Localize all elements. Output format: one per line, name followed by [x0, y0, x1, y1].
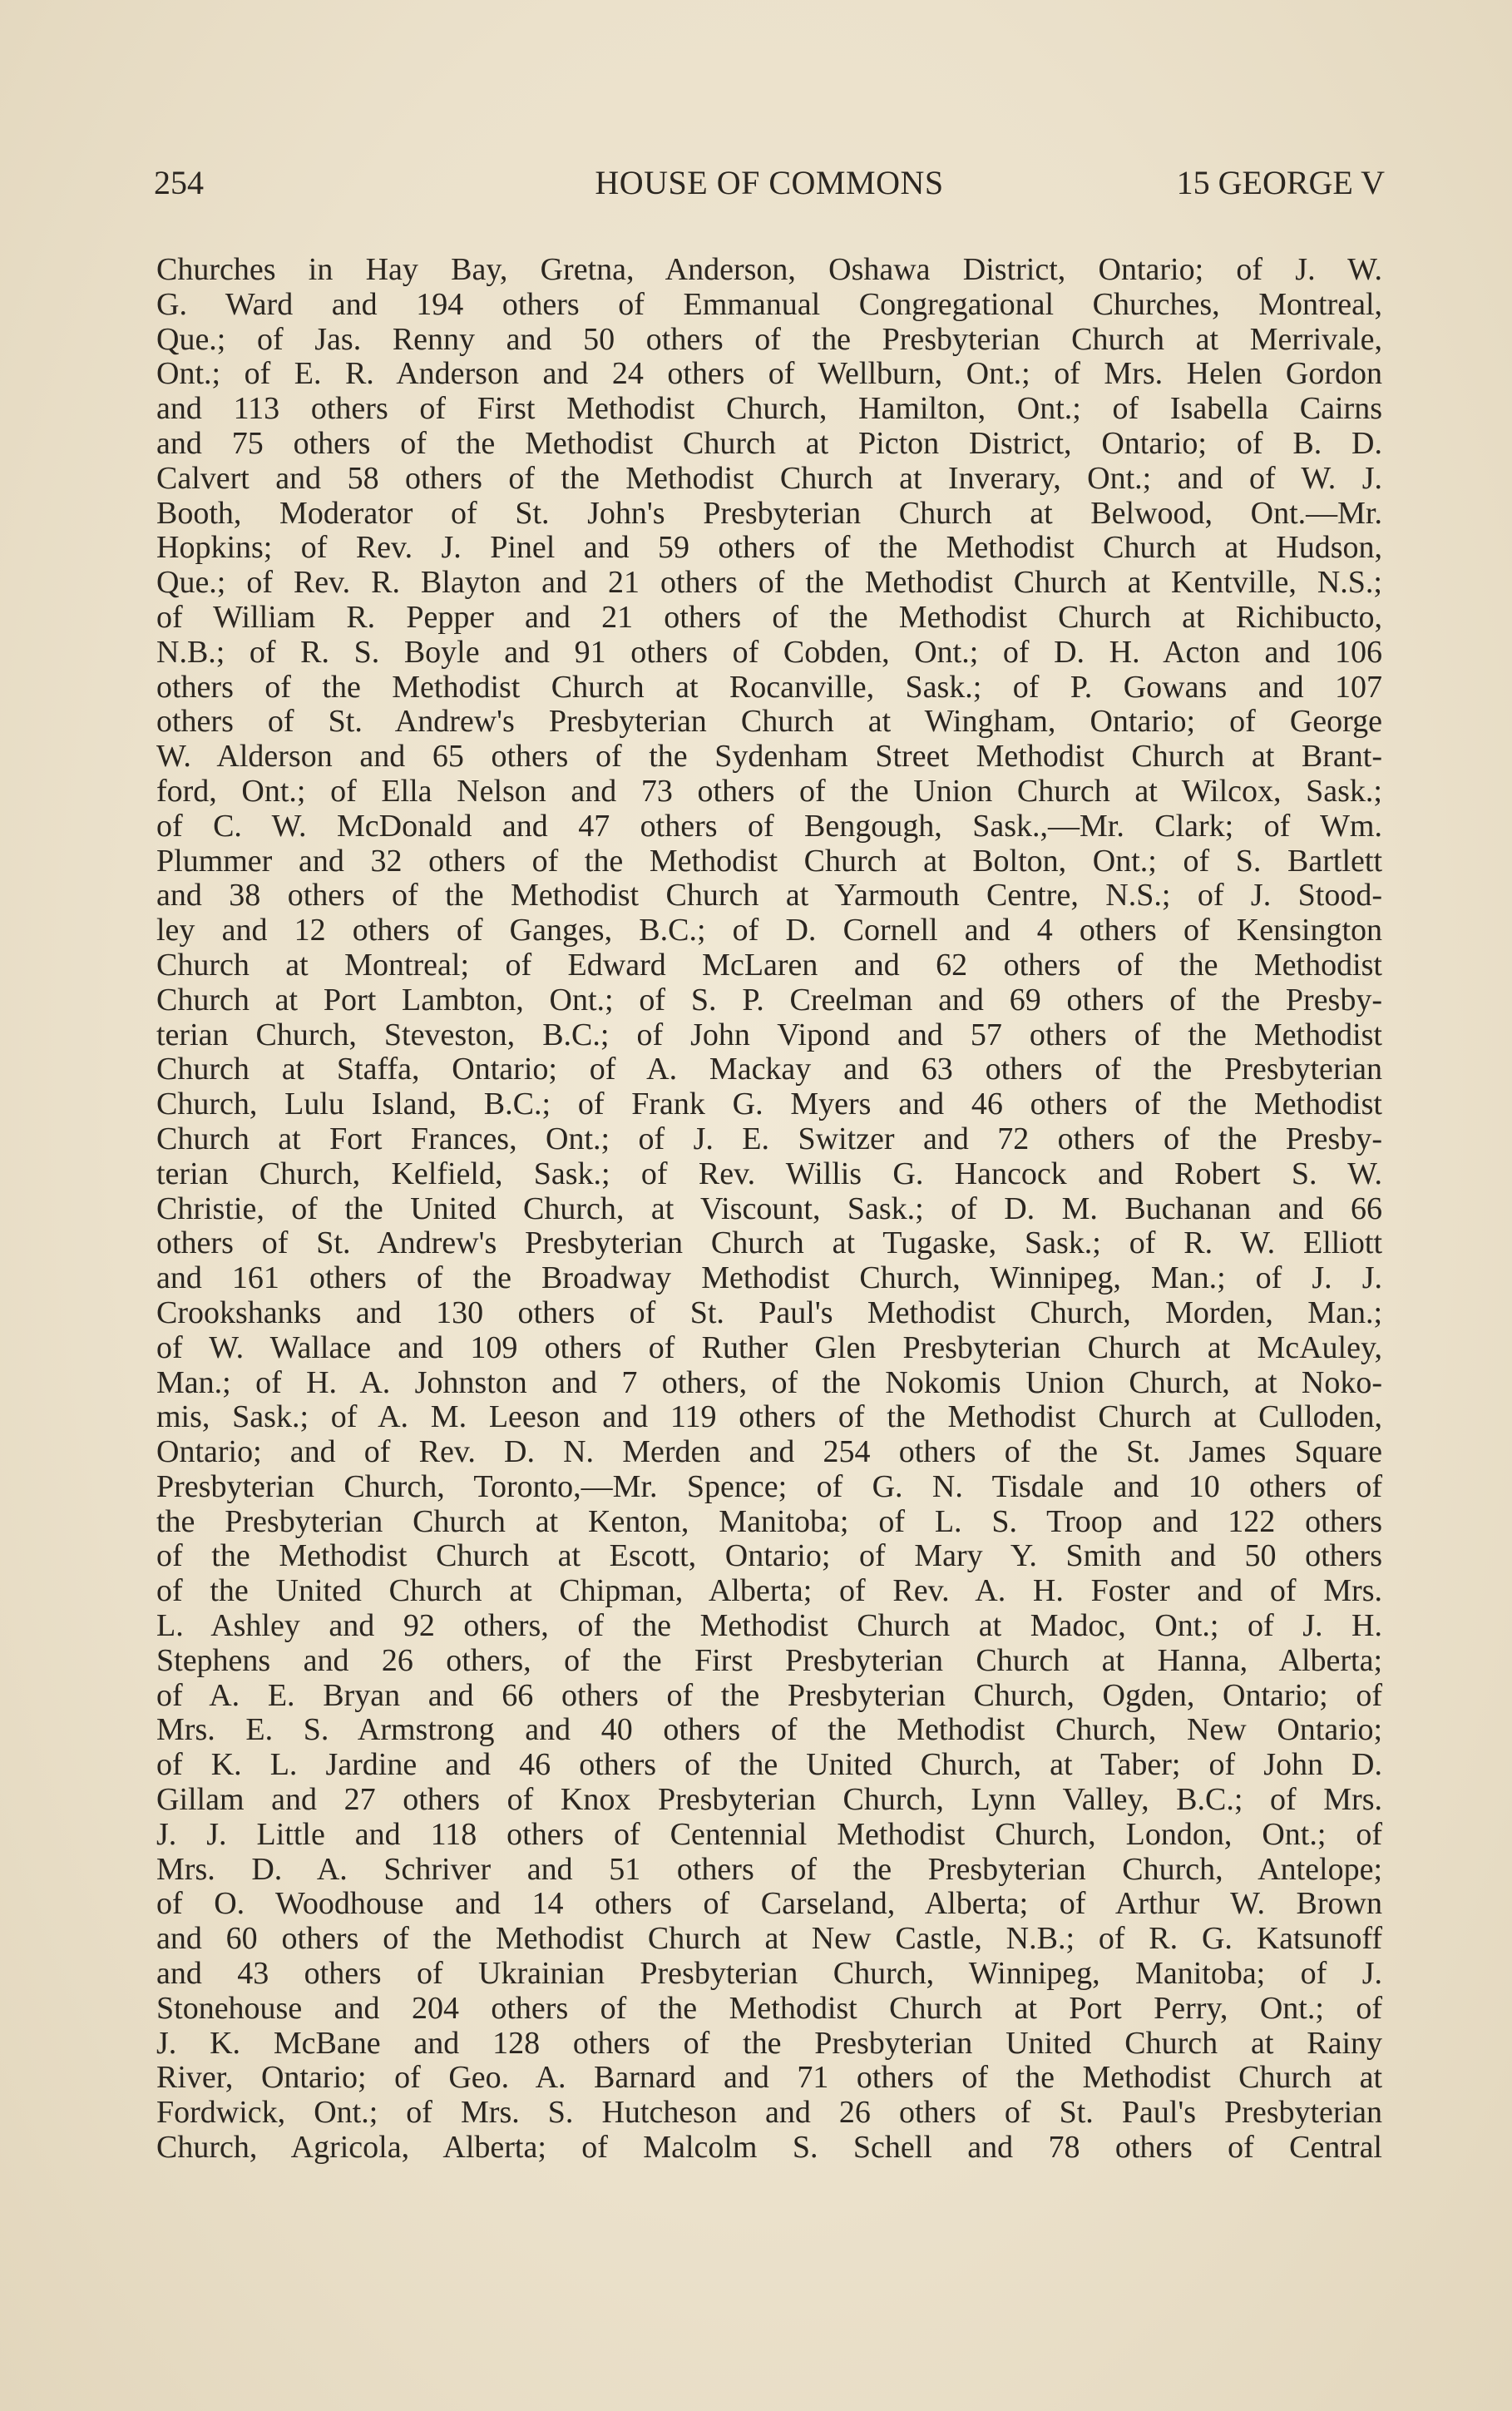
text-line: others of St. Andrew's Presbyterian Church at Wingham, Ontario; of George	[156, 704, 1382, 740]
text-line: the Presbyterian Church at Kenton, Manitoba; of L. S. Troop and 122 others	[156, 1503, 1382, 1539]
text-line: and 60 others of the Methodist Church at New Castle, N.B.; of R. G. Katsunoff	[156, 1921, 1382, 1957]
text-line: others of the Methodist Church at Rocanville, Sask.; of P. Gowans and 107	[156, 669, 1382, 705]
text-line: Stephens and 26 others, of the First Presbyterian Church at Hanna, Alberta;	[156, 1642, 1382, 1678]
text-line: Plummer and 32 others of the Methodist Church at Bolton, Ont.; of S. Bartlett	[156, 843, 1382, 879]
text-line: J. J. Little and 118 others of Centennial Methodist Church, London, Ont.; of	[156, 1816, 1382, 1852]
text-line: Calvert and 58 others of the Methodist Church at Inverary, Ont.; and of W. J.	[156, 460, 1382, 496]
text-line: of the United Church at Chipman, Alberta; of Rev. A. H. Foster and of Mrs.	[156, 1573, 1382, 1609]
text-line: Church at Fort Frances, Ont.; of J. E. Switzer and 72 others of the Presby-	[156, 1121, 1382, 1156]
text-line: Que.; of Rev. R. Blayton and 21 others of the Methodist Church at Kentville, N.S.;	[156, 565, 1382, 601]
text-line: Mrs. D. A. Schriver and 51 others of the Presbyterian Church, Antelope;	[156, 1851, 1382, 1887]
text-line: ford, Ont.; of Ella Nelson and 73 others of the Union Church at Wilcox, Sask.;	[156, 773, 1382, 809]
text-line: of W. Wallace and 109 others of Ruther Glen Presbyterian Church at McAuley,	[156, 1329, 1382, 1365]
text-line: Gillam and 27 others of Knox Presbyterian Church, Lynn Valley, B.C.; of Mrs.	[156, 1782, 1382, 1818]
text-line: River, Ontario; of Geo. A. Barnard and 71 others of the Methodist Church at	[156, 2060, 1382, 2096]
text-line: of William R. Pepper and 21 others of the Methodist Church at Richibucto,	[156, 599, 1382, 635]
text-line: L. Ashley and 92 others, of the Methodist Church at Madoc, Ont.; of J. H.	[156, 1608, 1382, 1644]
text-line: J. K. McBane and 128 others of the Presbyterian United Church at Rainy	[156, 2025, 1382, 2061]
text-line: of O. Woodhouse and 14 others of Carseland, Alberta; of Arthur W. Brown	[156, 1886, 1382, 1922]
text-line: Presbyterian Church, Toronto,—Mr. Spence; of G. N. Tisdale and 10 others of	[156, 1468, 1382, 1504]
text-line: Churches in Hay Bay, Gretna, Anderson, Oshawa District, Ontario; of J. W.	[156, 252, 1382, 287]
text-line: Ontario; and of Rev. D. N. Merden and 254 others of the St. James Square	[156, 1434, 1382, 1470]
text-line: of the Methodist Church at Escott, Ontario; of Mary Y. Smith and 50 others	[156, 1538, 1382, 1574]
text-line: N.B.; of R. S. Boyle and 91 others of Cobden, Ont.; of D. H. Acton and 106	[156, 634, 1382, 670]
text-line: terian Church, Kelfield, Sask.; of Rev. Willis G. Hancock and Robert S. W.	[156, 1156, 1382, 1191]
text-line: and 113 others of First Methodist Church, Hamilton, Ont.; of Isabella Cairns	[156, 391, 1382, 427]
text-line: and 75 others of the Methodist Church at Picton District, Ontario; of B. D.	[156, 425, 1382, 461]
text-line: Christie, of the United Church, at Viscount, Sask.; of D. M. Buchanan and 66	[156, 1191, 1382, 1226]
regnal-year: 15 GEORGE V	[1176, 164, 1385, 201]
text-line: Church at Staffa, Ontario; of A. Mackay and 63 others of the Presbyterian	[156, 1052, 1382, 1087]
text-line: of K. L. Jardine and 46 others of the United Church, at Taber; of John D.	[156, 1747, 1382, 1783]
text-line: Church at Port Lambton, Ont.; of S. P. Creelman and 69 others of the Presby-	[156, 982, 1382, 1017]
text-line: of A. E. Bryan and 66 others of the Presbyterian Church, Ogden, Ontario; of	[156, 1677, 1382, 1713]
text-line: G. Ward and 194 others of Emmanual Congregational Churches, Montreal,	[156, 286, 1382, 322]
text-line: others of St. Andrew's Presbyterian Church at Tugaske, Sask.; of R. W. Elliott	[156, 1225, 1382, 1261]
text-line: mis, Sask.; of A. M. Leeson and 119 others of the Methodist Church at Culloden,	[156, 1399, 1382, 1435]
text-line: and 161 others of the Broadway Methodist Church, Winnipeg, Man.; of J. J.	[156, 1260, 1382, 1296]
running-title: HOUSE OF COMMONS	[595, 164, 944, 201]
text-line: of C. W. McDonald and 47 others of Bengough, Sask.,—Mr. Clark; of Wm.	[156, 808, 1382, 844]
text-line: Church at Montreal; of Edward McLaren and 62 others of the Methodist	[156, 947, 1382, 983]
text-line: Church, Lulu Island, B.C.; of Frank G. Myers and 46 others of the Methodist	[156, 1087, 1382, 1122]
text-line: Fordwick, Ont.; of Mrs. S. Hutcheson and 26 others of St. Paul's Presbyterian	[156, 2095, 1382, 2131]
text-line: W. Alderson and 65 others of the Sydenham Street Methodist Church at Brant-	[156, 739, 1382, 775]
text-line: terian Church, Steveston, B.C.; of John Vipond and 57 others of the Methodist	[156, 1017, 1382, 1052]
text-line: Hopkins; of Rev. J. Pinel and 59 others of the Methodist Church at Hudson,	[156, 530, 1382, 566]
text-line: Crookshanks and 130 others of St. Paul's Methodist Church, Morden, Man.;	[156, 1295, 1382, 1330]
text-line: and 38 others of the Methodist Church at Yarmouth Centre, N.S.; of J. Stood-	[156, 878, 1382, 913]
text-line: ley and 12 others of Ganges, B.C.; of D. Cornell and 4 others of Kensington	[156, 913, 1382, 948]
text-line: Ont.; of E. R. Anderson and 24 others of Wellburn, Ont.; of Mrs. Helen Gordon	[156, 356, 1382, 392]
text-line: Stonehouse and 204 others of the Methodist Church at Port Perry, Ont.; of	[156, 1990, 1382, 2026]
body-paragraph	[156, 253, 1382, 2166]
text-line: Booth, Moderator of St. John's Presbyterian Church at Belwood, Ont.—Mr.	[156, 495, 1382, 531]
text-line: Que.; of Jas. Renny and 50 others of the Presbyterian Church at Merrivale,	[156, 321, 1382, 357]
page-number: 254	[154, 164, 204, 201]
text-line: Man.; of H. A. Johnston and 7 others, of the Nokomis Union Church, at Noko-	[156, 1364, 1382, 1400]
text-line: and 43 others of Ukrainian Presbyterian Church, Winnipeg, Manitoba; of J.	[156, 1956, 1382, 1992]
text-line: Mrs. E. S. Armstrong and 40 others of the Methodist Church, New Ontario;	[156, 1712, 1382, 1748]
text-line: Church, Agricola, Alberta; of Malcolm S. Schell and 78 others of Central	[156, 2130, 1382, 2166]
page-header	[154, 158, 1385, 208]
